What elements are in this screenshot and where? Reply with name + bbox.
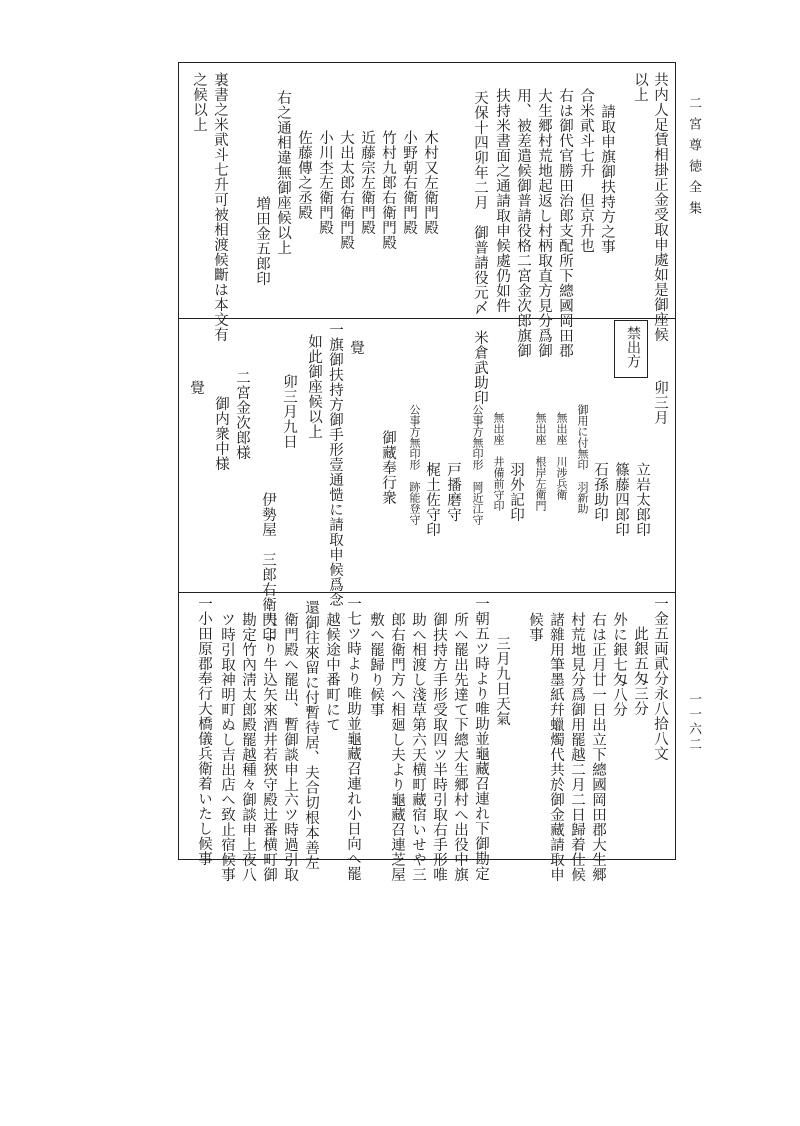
text-line: 御扶持方手形受取四ツ半時引取右手形唯 bbox=[431, 612, 447, 882]
text-line: 一朝五ツ時より唯助並龜藏召連れ下御勘定 bbox=[473, 596, 489, 881]
text-line: 右は御代官勝田治郎支配所下總國岡田郡 bbox=[557, 88, 573, 358]
name-line: 篠藤四郎印 bbox=[613, 462, 629, 537]
text-line: 還御往來留に付暫待居、夫合切根本善左 bbox=[303, 600, 319, 870]
text-line: 敷へ罷歸り候事 bbox=[368, 612, 384, 717]
text-line: 諸雜用筆墨紙幷蠟燭代共於御金藏請取申 bbox=[548, 612, 564, 882]
memo-addressee-2: 御内衆中様 bbox=[213, 396, 229, 471]
text-line: 木村又左衛門殿 bbox=[422, 130, 438, 235]
memo-body: 一旗御扶持方御手形壹通慥に請取申候爲念 bbox=[327, 322, 343, 607]
text-line: 大出太郎右衛門殿 bbox=[338, 130, 354, 250]
text-line: 村荒地見分爲御用罷越二月二日歸着仕候 bbox=[569, 612, 585, 882]
stamp-box bbox=[614, 320, 648, 378]
text-line: 勘定竹內淸太郎殿罷越種々御談申上夜八 bbox=[240, 612, 256, 882]
memo-close: 如此御座候以上 bbox=[306, 334, 322, 439]
text-line: 佐藤傳之丞殿 bbox=[296, 130, 312, 220]
name-line: 御用に付無印 羽新助 bbox=[576, 404, 589, 514]
name-line: 御藏奉行衆 bbox=[380, 430, 396, 505]
name-line: 戸播磨守 bbox=[445, 462, 461, 522]
section-divider-bottom bbox=[178, 592, 676, 593]
text-line: 郎右衛門方へ相廻し夫より龜藏召連芝屋 bbox=[389, 612, 405, 882]
text-line: 共内人足賃相掛正金受取申處如是御座候 bbox=[652, 72, 668, 342]
name-line: 石孫助印 bbox=[592, 462, 608, 522]
text-line: 裏書之米貮斗七升可被相渡候斷は本文有 bbox=[212, 72, 228, 342]
memo-addressee: 二宮金次郎様 bbox=[234, 370, 250, 460]
text-line: 竹村九郎右衛門殿 bbox=[380, 130, 396, 250]
page-number: 一一六二 bbox=[686, 692, 701, 752]
name-line: 公事方無印形 岡近江守 bbox=[471, 404, 484, 525]
text-line: 之候以上 bbox=[191, 72, 207, 132]
section-divider-top bbox=[178, 318, 676, 319]
text-line: 夫より牛込矢來酒井若狹守殿辻番横町御 bbox=[261, 612, 277, 882]
text-line: 小川杢左衛門殿 bbox=[317, 130, 333, 235]
name-line: 無出座 根岸左衛門 bbox=[534, 412, 547, 511]
text-line: 小野朝右衛門殿 bbox=[401, 130, 417, 235]
name-line: 梶土佐守印 bbox=[424, 462, 440, 537]
text-line: 候事 bbox=[527, 612, 543, 642]
memo-signer: 伊勢屋 三郎右衛門印 bbox=[260, 492, 276, 642]
name-line: 立岩太郎印 bbox=[634, 462, 650, 537]
text-line: 此銀五匁三分 bbox=[632, 626, 648, 716]
name-line: 羽外記印 bbox=[508, 462, 524, 522]
name-line: 公事方無印形 跡能登守 bbox=[408, 404, 421, 525]
text-line: 天保十四卯年二月 御普請役元〆 米倉武助印 bbox=[472, 90, 488, 405]
text-line: 外に銀七匁八分 bbox=[611, 612, 627, 717]
memo-heading: 覺 bbox=[348, 340, 364, 355]
text-line: 増田金五郎印 bbox=[254, 196, 270, 286]
text-line: 所へ罷出先達て下總大生郷村へ出役中旗 bbox=[452, 612, 468, 882]
memo-heading-2: 覺 bbox=[188, 380, 204, 395]
stamp-label: 禁出方 bbox=[625, 326, 641, 368]
text-line: 越候途中番町にて bbox=[324, 612, 340, 732]
text-line: 一小田原郡奉行大橋儀兵衛着いたし候事 bbox=[196, 596, 212, 866]
text-line: 一金五両貮分永八拾八文 bbox=[652, 596, 668, 761]
text-line: 大生郷村荒地起返し村柄取直方見分爲御 bbox=[536, 88, 552, 358]
text-line: 合米貮斗七升 但京升也 bbox=[578, 88, 594, 253]
text-line: 請取申旗御扶持方之事 bbox=[599, 104, 615, 254]
running-head: 二宮尊徳全集 bbox=[686, 96, 701, 222]
text-line: 衛門殿へ罷出、暫御談申上六ツ時過引取 bbox=[282, 612, 298, 882]
date-line: 卯三月 bbox=[652, 380, 668, 425]
text-line: 一七ツ時より唯助並龜藏召連れ小日向へ罷 bbox=[345, 596, 361, 881]
text-line: 扶持米書面之通請取申候處仍如件 bbox=[494, 88, 510, 313]
text-line: 右は正月廿一日出立下總國岡田郡大生郷 bbox=[590, 612, 606, 882]
text-line: 用、被差遣候御普請役格二宮金次郎旗御 bbox=[515, 88, 531, 358]
text-line: 助へ相渡し淺草第六天横町藏宿いせや三 bbox=[410, 612, 426, 882]
name-line: 無出座 井備前守印 bbox=[492, 412, 505, 511]
text-line: 近藤宗左衛門殿 bbox=[359, 130, 375, 235]
name-line: 無出座 川涉兵衛 bbox=[555, 412, 568, 500]
text-line: 三月九日天氣 bbox=[494, 636, 510, 726]
text-line: ツ時引取神明町ぬし吉出店へ致止宿候事 bbox=[219, 612, 235, 882]
text-line: 右之通相違無御座候以上 bbox=[275, 90, 291, 255]
text-line: 以上 bbox=[632, 72, 648, 102]
memo-date: 卯三月九日 bbox=[281, 374, 297, 449]
